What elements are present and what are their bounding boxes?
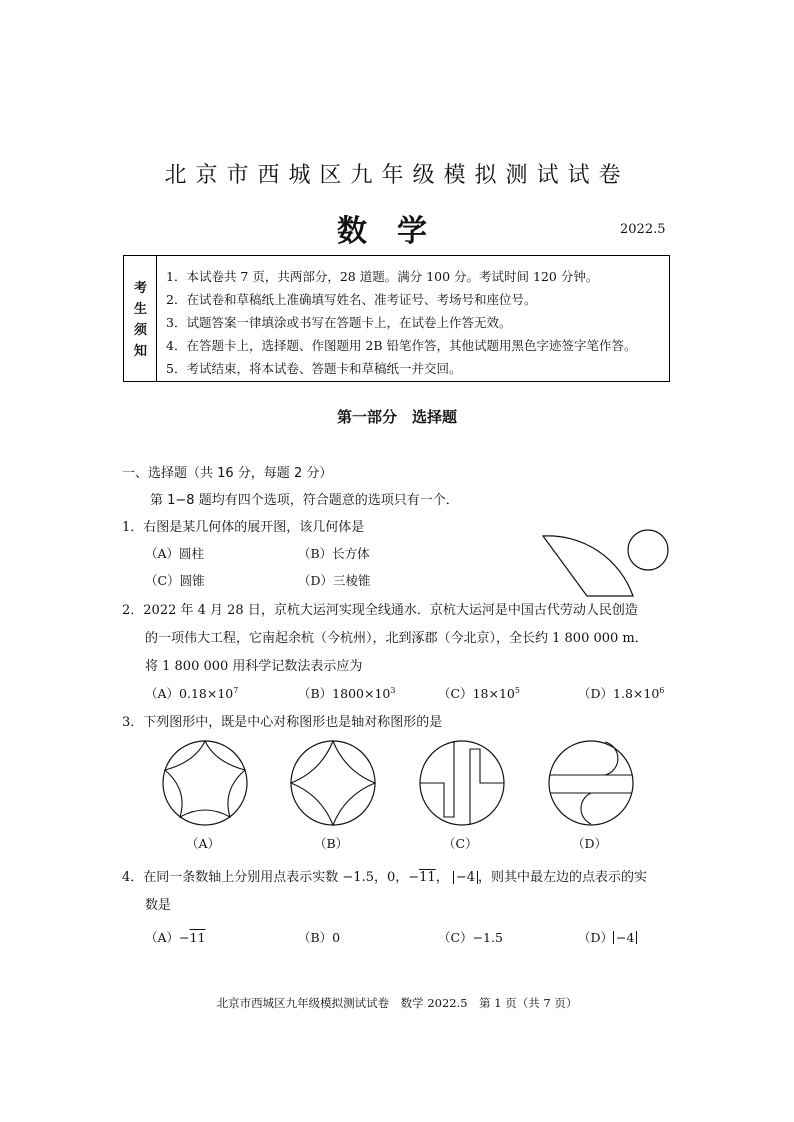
q4-line-1: 4．在同一条数轴上分别用点表示实数 −1.5，0，−11， −4 ，则其中最左边的点表示的实	[122, 870, 648, 885]
subject-title: 数学	[337, 214, 457, 249]
q3-figures	[150, 735, 650, 831]
q3-caption-d: （D）	[572, 836, 608, 851]
q1-sector-shape	[543, 536, 633, 596]
q2-option-c: $(C)18\times 10^5$	[438, 685, 520, 701]
notice-label	[124, 256, 157, 381]
q2-line-2: 的一项伟大工程，它南起余杭（今杭州），北到涿郡（今北京），全长约 1 800 000 m．	[145, 631, 648, 646]
q4-line-2: 数是	[145, 898, 172, 913]
exam-title: 北京市西城区九年级模拟测试试卷	[164, 163, 630, 188]
page-footer: 北京市西城区九年级模拟测试试卷 数学 2022.5 第 1 页（共 7 页）	[216, 996, 578, 1010]
q2-line-1: 2．2022 年 4 月 28 日，京杭大运河实现全线通水．京杭大运河是中国古代劳动人民创造	[122, 603, 638, 618]
section-title: 第一部分 选择题	[336, 408, 457, 426]
part-instruction: 第 1−8 题均有四个选项，符合题意的选项只有一个．	[150, 493, 459, 508]
notice-item: 3．试题答案一律填涂或书写在答题卡上，在试卷上作答无效。	[166, 315, 512, 330]
notice-item: 1．本试卷共 7 页，共两部分，28 道题。满分 100 分。考试时间 120 分钟。	[166, 269, 599, 284]
sqrt-expression: 11	[419, 870, 436, 885]
notice-box	[123, 255, 670, 382]
notice-item: 5．考试结束，将本试卷、答题卡和草稿纸一并交回。	[166, 361, 462, 376]
q3-figure-a	[163, 741, 247, 825]
q1-net-figure	[535, 520, 675, 600]
notice-label-char: 须	[133, 323, 147, 338]
q4-option-c: （C）−1.5	[438, 930, 503, 945]
q1-option-c: （C）圆锥	[145, 573, 205, 588]
q3-figure-b	[291, 741, 375, 825]
q1-circle-shape	[628, 530, 668, 570]
notice-label-char: 生	[133, 302, 147, 317]
q1-option-a: （A）圆柱	[145, 546, 205, 561]
q2-option-d: $(D)1.8\times 10^6$	[578, 685, 665, 701]
q3-caption-b: （B）	[314, 836, 349, 851]
q1-stem: 1．右图是某几何体的展开图，该几何体是	[122, 520, 365, 535]
notice-label-char: 考	[133, 281, 147, 296]
q3-figure-c	[420, 741, 504, 825]
q3-caption-a: （A）	[186, 836, 221, 851]
q4-option-d: （D） −4	[578, 928, 637, 946]
part-heading: 一、选择题（共 16 分，每题 2 分）	[122, 466, 333, 481]
q2-line-3: 将 1 800 000 用科学记数法表示应为	[145, 659, 363, 674]
notice-item: 2．在试卷和草稿纸上准确填写姓名、准考证号、考场号和座位号。	[166, 292, 537, 307]
q3-figure-d	[549, 741, 633, 825]
exam-date: 2022.5	[620, 222, 666, 237]
q3-caption-c: （C）	[443, 836, 478, 851]
absolute-value-expression: −4	[453, 871, 478, 884]
notice-item: 4．在答题卡上，选择题、作图题用 2B 铅笔作答，其他试题用黑色字迹签字笔作答。	[166, 338, 637, 353]
q4-option-a: （A）−11	[145, 930, 206, 945]
q2-option-b: $(B)1800\times 10^3$	[298, 685, 396, 701]
q3-stem: 3．下列图形中，既是中心对称图形也是轴对称图形的是	[122, 715, 443, 730]
q1-option-b: （B）长方体	[298, 546, 370, 561]
q2-option-a: $(A)0.18\times 10^7$	[145, 685, 239, 701]
q4-option-b: （B）0	[298, 930, 341, 945]
q1-option-d: （D）三棱锥	[298, 573, 371, 588]
notice-label-char: 知	[133, 344, 147, 359]
